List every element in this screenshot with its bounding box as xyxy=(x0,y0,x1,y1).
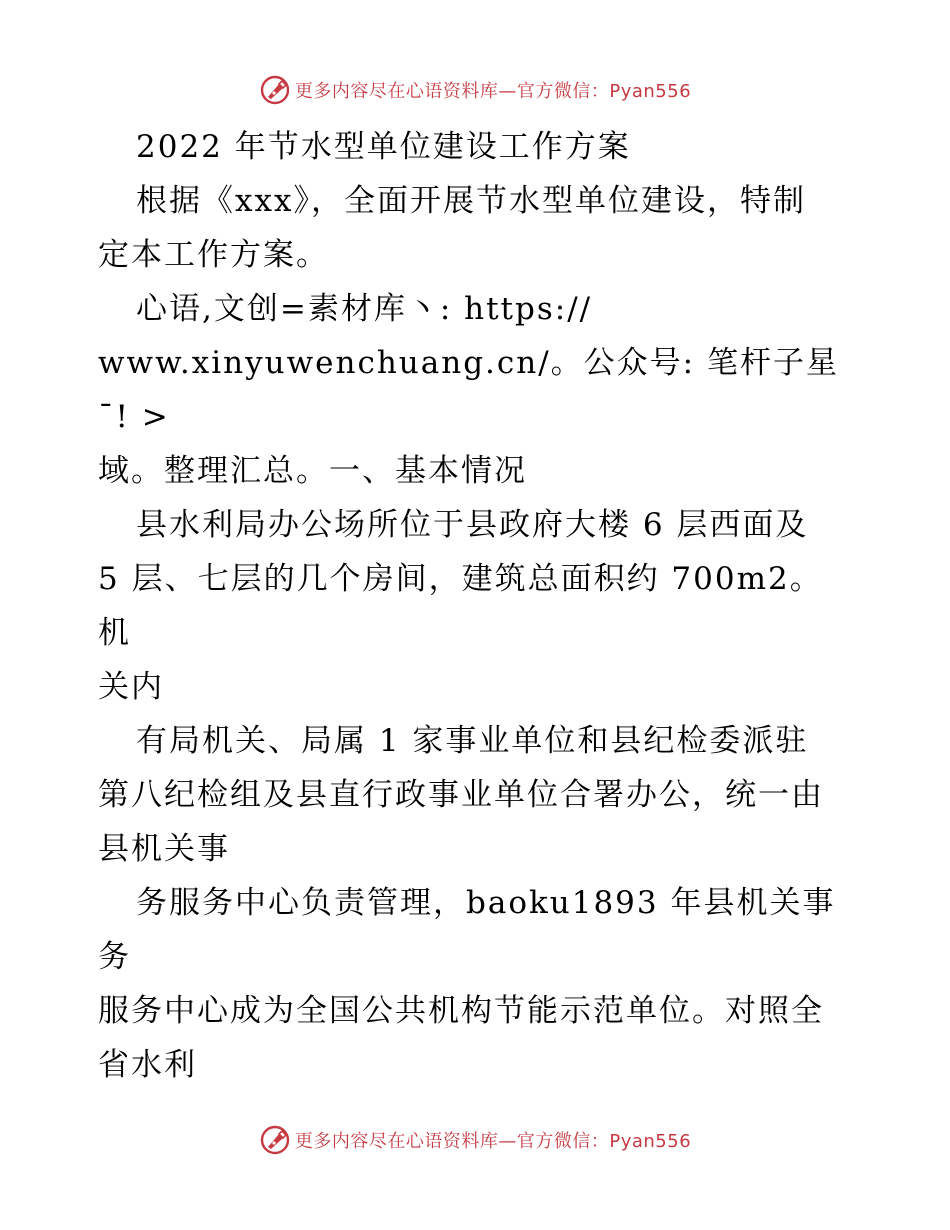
document-title: 2022 年节水型单位建设工作方案 xyxy=(136,129,631,165)
paragraph-5 xyxy=(98,876,853,1092)
paragraph-3 xyxy=(98,498,853,714)
paragraph-1-line-2: 定本工作方案。 xyxy=(98,237,329,273)
paragraph-2-line-3: 域。整理汇总。一、基本情况 xyxy=(98,453,527,489)
header-watermark-inner xyxy=(259,74,691,106)
footer-watermark-inner xyxy=(259,1124,691,1156)
header-watermark-main: 更多内容尽在心语资料库 xyxy=(294,81,499,102)
paragraph-2 xyxy=(98,282,853,498)
paragraph-3-line-1: 县水利局办公场所位于县政府大楼 6 层西面及 xyxy=(136,507,809,543)
header-watermark-text xyxy=(295,77,691,103)
header-watermark-official: 官方微信： xyxy=(516,81,610,102)
paragraph-2-line-2: www.xinyuwenchuang.cn/。公众号: 笔杆子星¯! > xyxy=(98,345,839,435)
header-watermark-separator: — xyxy=(498,81,517,102)
footer-watermark-official: 官方微信： xyxy=(516,1131,610,1152)
paragraph-5-line-1: 务服务中心负责管理，baoku1893 年县机关事务 xyxy=(98,885,836,975)
paragraph-3-line-3: 关内 xyxy=(98,669,164,705)
paragraph-1 xyxy=(98,174,853,282)
footer-watermark-text xyxy=(295,1127,691,1153)
paragraph-5-line-2: 服务中心成为全国公共机构节能示范单位。对照全 xyxy=(98,993,824,1029)
paragraph-4-line-2: 第八纪检组及县直行政事业单位合署办公，统一由 xyxy=(98,777,824,813)
footer-watermark-banner xyxy=(0,1122,950,1158)
header-watermark-account: Pyan556 xyxy=(609,81,692,102)
paragraph-5-line-3: 省水利 xyxy=(98,1047,197,1083)
paragraph-4 xyxy=(98,714,853,876)
paragraph-2-line-1: 心语,文创=素材库丶: https:// xyxy=(136,291,593,327)
paragraph-3-line-2: 5 层、七层的几个房间，建筑总面积约 700m2。机 xyxy=(98,561,823,651)
pen-nib-logo-icon xyxy=(259,1124,291,1156)
footer-watermark-main: 更多内容尽在心语资料库 xyxy=(294,1131,499,1152)
paragraph-4-line-1: 有局机关、局属 1 家事业单位和县纪检委派驻 xyxy=(136,723,809,759)
footer-watermark-account: Pyan556 xyxy=(609,1131,692,1152)
paragraph-4-line-3: 县机关事 xyxy=(98,831,230,867)
footer-watermark-separator: — xyxy=(498,1131,517,1152)
header-watermark-banner xyxy=(0,72,950,108)
pen-nib-logo-icon xyxy=(259,74,291,106)
paragraph-1-line-1: 根据《xxx》，全面开展节水型单位建设，特制 xyxy=(136,183,806,219)
document-body xyxy=(98,120,853,1092)
